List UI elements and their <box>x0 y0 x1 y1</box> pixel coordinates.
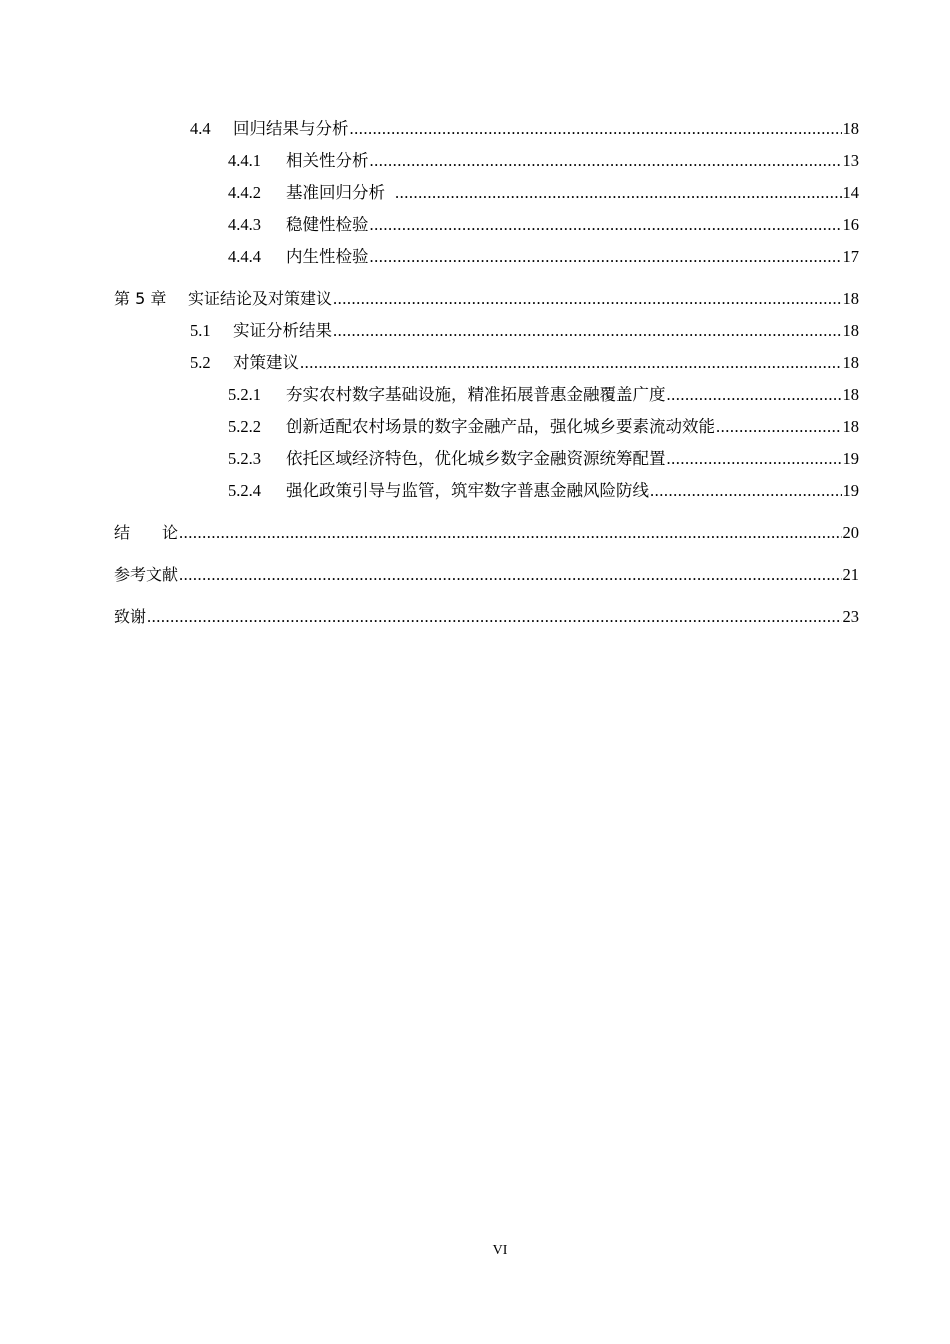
toc-entry-page: 18 <box>842 119 859 138</box>
toc-entry-number: 4.4.4 <box>228 247 261 266</box>
toc-leader-dots <box>370 150 842 172</box>
toc-entry-title: 稳健性检验 <box>286 215 369 234</box>
toc-entry-4-4[interactable] <box>114 118 859 140</box>
toc-entry-page: 18 <box>842 417 859 436</box>
toc-entry-number: 5.2.1 <box>228 385 261 404</box>
toc-entry-title: 致谢 <box>114 607 147 626</box>
toc-leader-dots <box>370 214 842 236</box>
toc-entry-page: 19 <box>842 449 859 468</box>
toc-entry-number: 5.2.3 <box>228 449 261 468</box>
toc-entry-title: 依托区域经济特色，优化城乡数字金融资源统筹配置 <box>286 449 666 468</box>
toc-leader-dots <box>350 118 842 140</box>
toc-leader-dots <box>147 606 841 628</box>
toc-entry-number: 5.1 <box>190 321 211 340</box>
toc-entry-page: 13 <box>842 151 859 170</box>
toc-entry-4-4-4[interactable] <box>114 246 859 268</box>
toc-entry-title: 实证结论及对策建议 <box>188 289 333 308</box>
toc-entry-page: 18 <box>842 353 859 372</box>
toc-entry-page: 18 <box>842 385 859 404</box>
toc-entry-title: 创新适配农村场景的数字金融产品，强化城乡要素流动效能 <box>286 417 715 436</box>
toc-entry-number: 5.2 <box>190 353 211 372</box>
toc-entry-number: 第 5 章 <box>114 289 167 308</box>
toc-entry-title: 回归结果与分析 <box>233 119 349 138</box>
toc-entry-number: 4.4.1 <box>228 151 261 170</box>
toc-leader-dots <box>333 320 842 342</box>
toc-entry-conclusion[interactable] <box>114 522 859 544</box>
toc-entry-number: 5.2.4 <box>228 481 261 500</box>
toc-entry-page: 21 <box>842 565 859 584</box>
toc-entry-title: 结 论 <box>114 523 179 542</box>
toc-entry-5-2-2[interactable] <box>114 416 859 438</box>
toc-leader-dots <box>667 448 842 470</box>
toc-entry-title: 相关性分析 <box>286 151 369 170</box>
toc-entry-number: 4.4.3 <box>228 215 261 234</box>
toc-entry-5-2-1[interactable] <box>114 384 859 406</box>
toc-entry-number: 4.4.2 <box>228 183 261 202</box>
toc-entry-5-1[interactable] <box>114 320 859 342</box>
toc-entry-page: 23 <box>842 607 859 626</box>
toc-entry-title: 对策建议 <box>233 353 299 372</box>
toc-entry-title: 强化政策引导与监管，筑牢数字普惠金融风险防线 <box>286 481 649 500</box>
toc-entry-page: 18 <box>842 289 859 308</box>
toc-entry-page: 20 <box>842 523 859 542</box>
toc-entry-title: 实证分析结果 <box>233 321 332 340</box>
table-of-contents <box>114 118 859 628</box>
toc-entry-page: 16 <box>842 215 859 234</box>
toc-entry-title: 参考文献 <box>114 565 179 584</box>
toc-leader-dots <box>333 288 841 310</box>
toc-entry-5-2-4[interactable] <box>114 480 859 502</box>
toc-entry-5-2-3[interactable] <box>114 448 859 470</box>
toc-entry-number: 4.4 <box>190 119 211 138</box>
toc-entry-4-4-1[interactable] <box>114 150 859 172</box>
toc-entry-4-4-3[interactable] <box>114 214 859 236</box>
toc-entry-number: 5.2.2 <box>228 417 261 436</box>
page-number-footer: VI <box>492 1243 508 1258</box>
toc-entry-page: 17 <box>842 247 859 266</box>
toc-entry-4-4-2[interactable] <box>114 182 859 204</box>
toc-leader-dots <box>179 522 841 544</box>
toc-entry-page: 14 <box>842 183 859 202</box>
toc-entry-references[interactable] <box>114 564 859 586</box>
toc-leader-dots <box>667 384 842 406</box>
toc-entry-acknowledgements[interactable] <box>114 606 859 628</box>
toc-entry-title: 内生性检验 <box>286 247 369 266</box>
toc-entry-page: 19 <box>842 481 859 500</box>
toc-entry-chapter-5[interactable] <box>114 288 859 310</box>
toc-entry-title: 夯实农村数字基础设施，精准拓展普惠金融覆盖广度 <box>286 385 666 404</box>
toc-leader-dots <box>300 352 842 374</box>
toc-leader-dots <box>179 564 841 586</box>
toc-leader-dots <box>716 416 842 438</box>
toc-entry-title: 基准回归分析 <box>286 183 385 202</box>
toc-entry-page: 18 <box>842 321 859 340</box>
toc-leader-dots <box>650 480 842 502</box>
toc-leader-dots <box>370 246 842 268</box>
toc-entry-5-2[interactable] <box>114 352 859 374</box>
toc-leader-dots <box>395 182 842 204</box>
